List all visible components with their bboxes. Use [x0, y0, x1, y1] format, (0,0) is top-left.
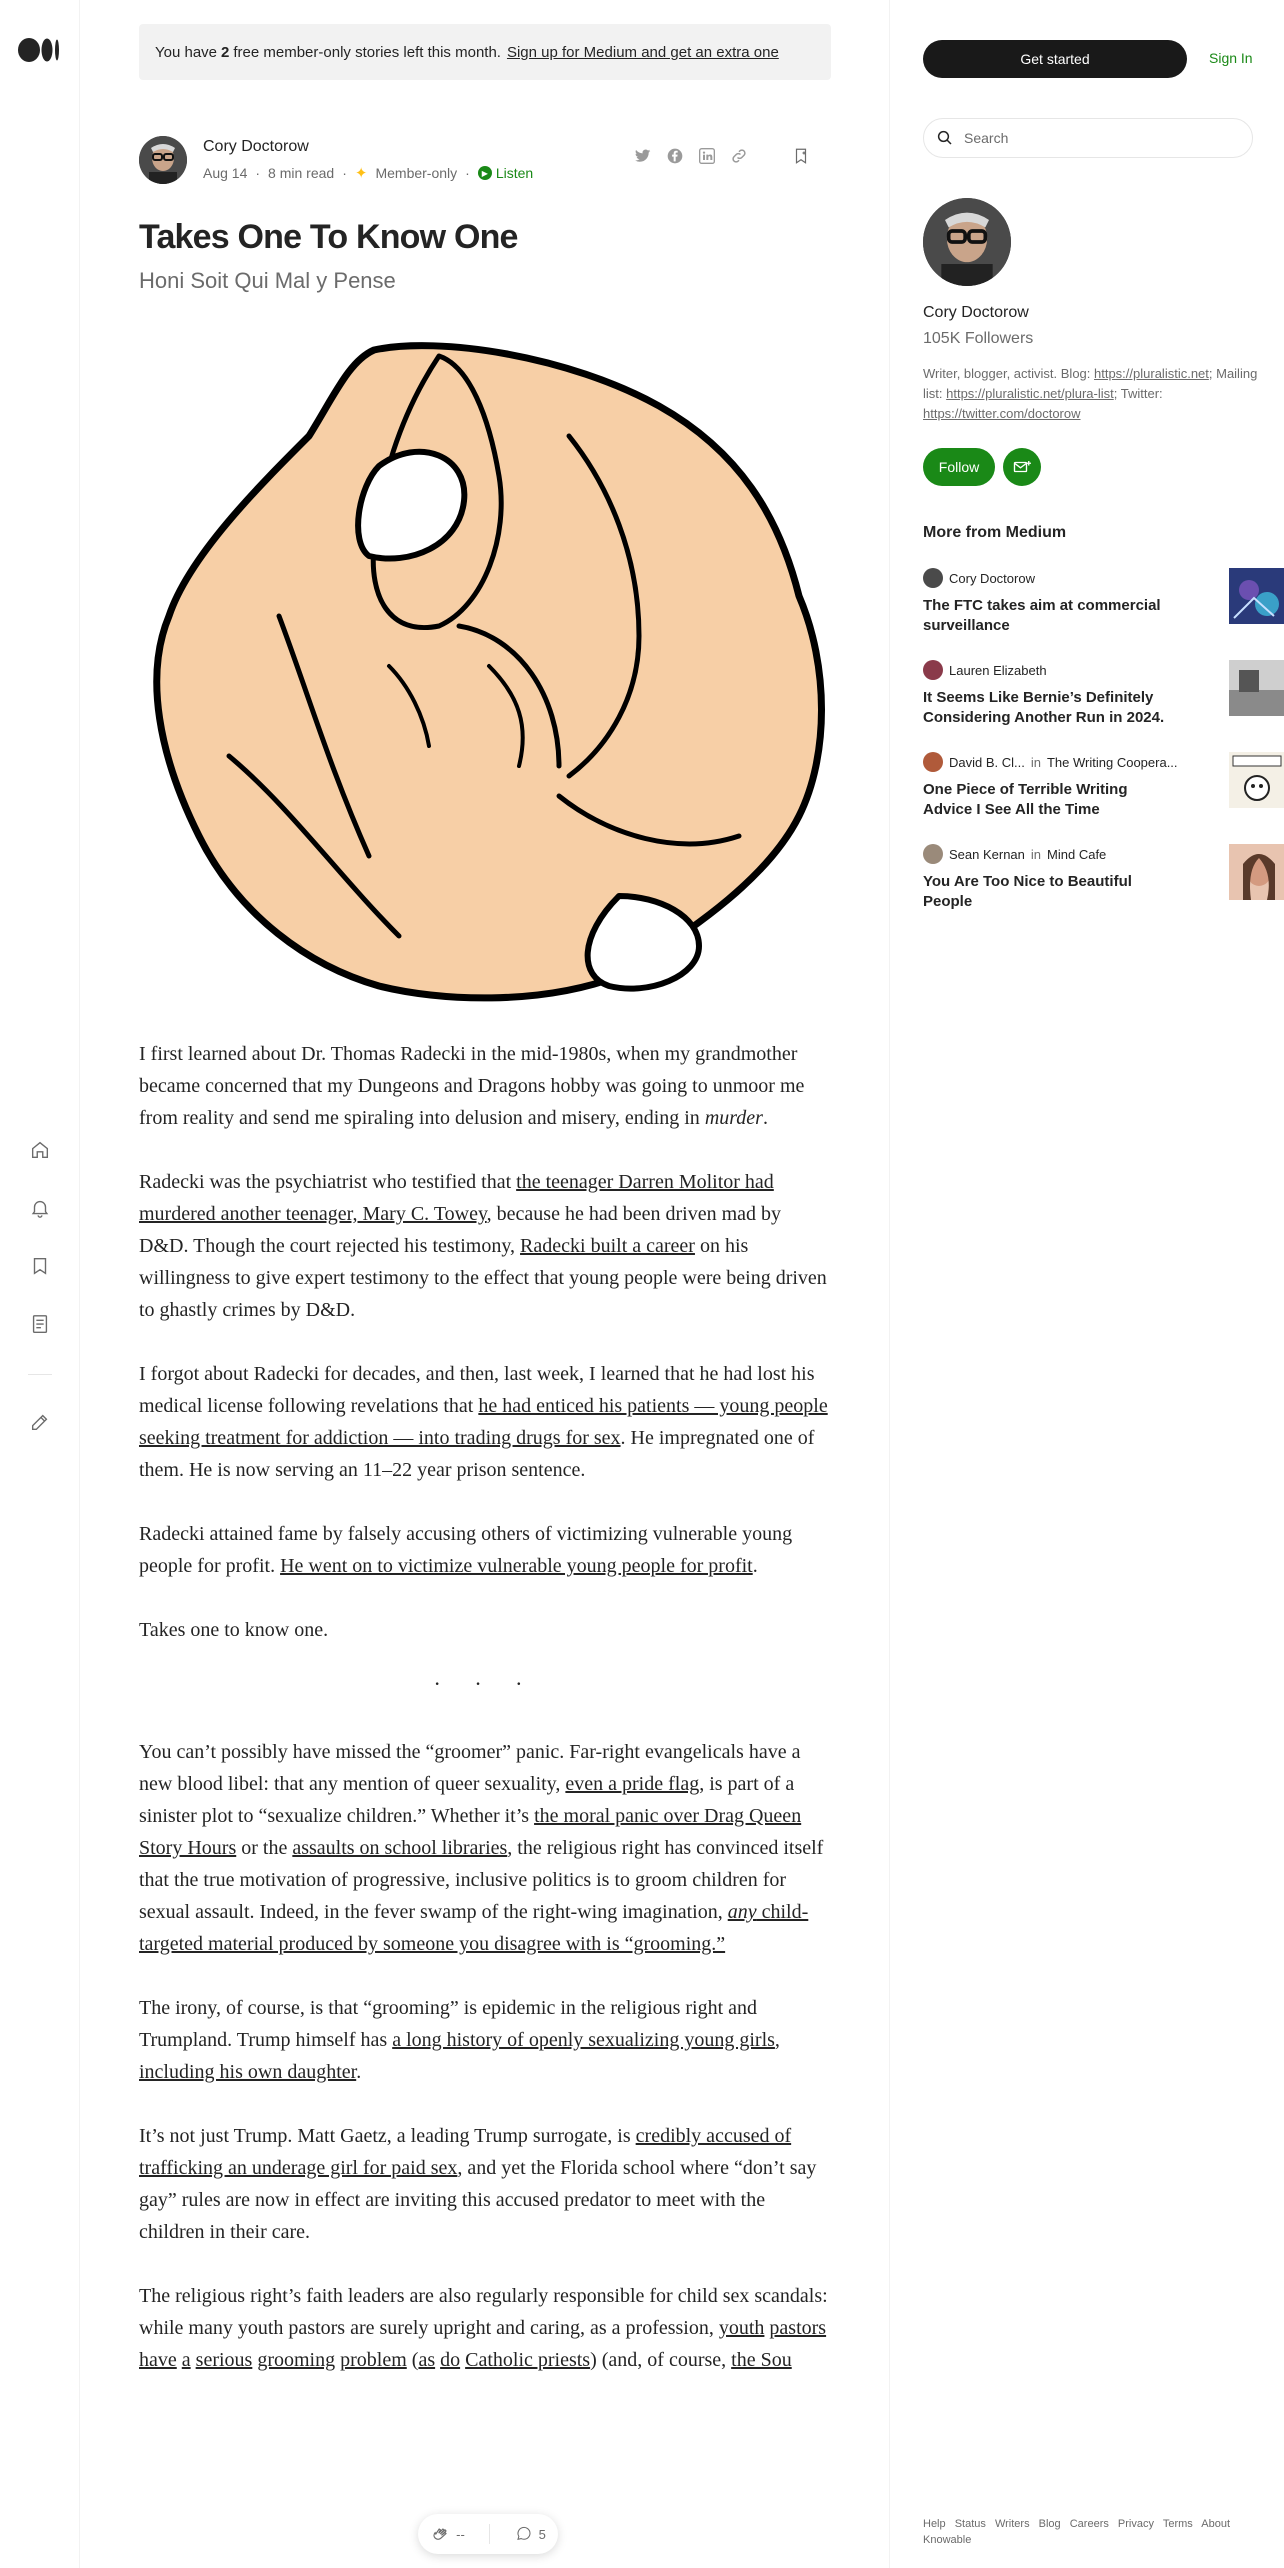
footer-link[interactable]: Blog [1038, 2518, 1061, 2530]
meta-separator: · [255, 165, 261, 181]
rec-publication: The Writing Coopera... [1046, 754, 1178, 770]
profile-avatar[interactable] [923, 198, 1011, 286]
text: ( [406, 2349, 419, 2371]
responses-button[interactable] [515, 2525, 546, 2543]
paragraph [139, 2280, 831, 2376]
inline-link[interactable]: Catholic priests [465, 2349, 591, 2371]
rec-author-avatar [923, 752, 943, 772]
copy-link-icon[interactable] [729, 146, 749, 166]
text: It’s not just Trump. Matt Gaetz, a leading Trump surrogate, is [139, 2125, 636, 2147]
footer-link[interactable]: Terms [1162, 2518, 1193, 2530]
rec-thumbnail [1229, 752, 1284, 808]
inline-link[interactable]: assaults on school libraries [292, 1837, 508, 1859]
stories-icon[interactable] [28, 1312, 52, 1336]
search-box [923, 118, 1253, 158]
emphasis: any [727, 1901, 757, 1923]
rec-byline [923, 752, 1178, 772]
text: You can’t possibly have missed the “groomer” panic. Far-right evangelicals have a new blood libel: that any mention of queer sexuality, [139, 1741, 801, 1795]
text: I forgot about Radecki for decades, and then, last week, I learned that he had lost his medical license following revelations that [139, 1363, 815, 1417]
text: , because he had been driven mad by D&D. Though the court rejected his testimony, [139, 1203, 781, 1257]
inline-link[interactable]: even a pride flag [565, 1773, 700, 1795]
rec-thumbnail [1229, 568, 1284, 624]
medium-logo-icon[interactable] [18, 38, 60, 62]
text: The irony, of course, is that “grooming” is epidemic in the religious right and Trumpland. Trump himself has [139, 1997, 757, 2051]
listen-label: Listen [495, 165, 534, 181]
text: . [752, 1555, 758, 1577]
rec-title: The FTC takes aim at commercial surveillance [923, 597, 1161, 634]
paragraph [139, 1358, 831, 1486]
text: . [356, 2061, 362, 2083]
inline-link[interactable]: as [418, 2349, 436, 2371]
rec-author: Sean Kernan [949, 846, 1025, 862]
comment-icon [515, 2525, 533, 2543]
rec-byline [923, 568, 1035, 588]
footer-link[interactable]: Writers [994, 2518, 1030, 2530]
responses-count: 5 [538, 2526, 546, 2542]
member-stories-banner [139, 24, 831, 80]
text: , the religious right has convinced itself that the true motivation of progressive, inclusive politics is to groom children for sexual assault. Indeed, in the fever swamp of the right-wing imagination, [139, 1837, 824, 1923]
search-icon [936, 129, 954, 147]
profile-name[interactable]: Cory Doctorow [923, 304, 1029, 321]
article-column [80, 0, 890, 2568]
text: , [774, 2029, 780, 2051]
article-body [139, 1038, 831, 2408]
recommended-story[interactable] [923, 568, 1253, 638]
rec-thumbnail [1229, 844, 1284, 900]
sign-in-link[interactable]: Sign In [1209, 50, 1253, 66]
rail-divider [28, 1374, 52, 1375]
inline-link[interactable]: grooming [257, 2349, 336, 2371]
inline-link[interactable]: He went on to victimize vulnerable young people for profit [280, 1555, 753, 1577]
publish-date: Aug 14 [203, 165, 248, 181]
text: Radecki attained fame by falsely accusing others of victimizing vulnerable young people for profit. [139, 1523, 793, 1577]
banner-count: 2 [221, 43, 230, 61]
listen-button[interactable] [478, 165, 533, 181]
notifications-icon[interactable] [28, 1196, 52, 1220]
text: ; Twitter: [1113, 386, 1163, 401]
inline-link[interactable]: a long history of openly sexualizing young girls [392, 2029, 775, 2051]
write-icon[interactable] [28, 1410, 52, 1434]
text: The religious right’s faith leaders are also regularly responsible for child sex scandals: while many youth pastors are surely upright and caring, as a profession, [139, 2285, 828, 2339]
rec-author: Lauren Elizabeth [949, 662, 1047, 678]
text: Radecki was the psychiatrist who testified that [139, 1171, 517, 1193]
play-icon: ▶ [478, 166, 492, 180]
clap-count: -- [456, 2526, 465, 2542]
meta-separator: · [342, 165, 347, 181]
rec-author-avatar [923, 568, 943, 588]
text: . He impregnated one of them. He is now serving an 11–22 year prison sentence. [139, 1427, 815, 1481]
clap-button[interactable] [430, 2524, 465, 2544]
inline-link[interactable]: have [139, 2349, 177, 2371]
paragraph [139, 1518, 831, 1582]
rec-author: David B. Cl... [949, 754, 1025, 770]
text: child-targeted material produced by someone you disagree with is “grooming.” [139, 1901, 809, 1955]
inline-link[interactable]: the Sou [731, 2349, 792, 2371]
inline-link[interactable]: serious [195, 2349, 253, 2371]
text: ) (and, of course, [590, 2349, 732, 2371]
clap-divider [489, 2524, 490, 2544]
rec-in: in [1030, 846, 1042, 862]
footer-link[interactable]: Knowable [923, 2534, 972, 2546]
rec-publication: Mind Cafe [1047, 846, 1107, 862]
rec-author: Cory Doctorow [949, 570, 1035, 586]
paragraph [139, 1166, 831, 1326]
author-name[interactable]: Cory Doctorow [203, 138, 309, 155]
rec-thumbnail [1229, 660, 1284, 716]
author-avatar[interactable] [139, 136, 187, 184]
paragraph [139, 1736, 831, 1960]
lists-icon[interactable] [28, 1254, 52, 1278]
member-star-icon: ✦ [354, 165, 368, 182]
rec-title: It Seems Like Bernie’s Definitely Considering Another Run in 2024. [923, 689, 1165, 726]
profile-followers[interactable]: 105K Followers [923, 330, 1034, 347]
linkedin-share-icon[interactable] [697, 146, 717, 166]
inline-link[interactable]: a [181, 2349, 191, 2371]
inline-link[interactable]: including his own daughter [139, 2061, 357, 2083]
rec-in: in [1030, 754, 1041, 770]
left-rail [0, 0, 80, 2568]
paragraph [139, 1038, 831, 1134]
text: on his willingness to give expert testimony to the effect that young people were being driven to ghastly crimes by D&D. [139, 1235, 827, 1321]
recommended-story[interactable] [923, 844, 1253, 914]
read-time: 8 min read [268, 165, 335, 181]
paragraph [139, 2120, 831, 2248]
inline-link[interactable]: youth [718, 2317, 765, 2339]
clap-response-bar [418, 2514, 558, 2554]
more-from-medium-heading: More from Medium [923, 524, 1067, 541]
article-subtitle: Honi Soit Qui Mal y Pense [139, 268, 396, 293]
facebook-share-icon[interactable] [665, 146, 685, 166]
inline-link[interactable]: credibly accused of trafficking an underage girl for paid sex [139, 2125, 792, 2179]
twitter-share-icon[interactable] [633, 146, 653, 166]
recommended-story[interactable] [923, 660, 1253, 730]
mail-plus-icon [1013, 459, 1031, 475]
inline-link[interactable]: he had enticed his patients — young people seeking treatment for addiction — into trading drugs for sex [139, 1395, 828, 1449]
text: I first learned about Dr. Thomas Radecki in the mid-1980s, when my grandmother became concerned that my Dungeons and Dragons hobby was going to unmoor me from reality and send me spiraling into delusion and misery, ending in [139, 1043, 805, 1129]
clap-icon [430, 2524, 450, 2544]
bookmark-icon[interactable] [791, 146, 811, 166]
footer-link[interactable]: Privacy [1117, 2518, 1154, 2530]
banner-text-post: free member-only stories left this month. [233, 43, 501, 61]
signup-extra-link[interactable]: Sign up for Medium and get an extra one [506, 43, 779, 61]
home-icon[interactable] [28, 1138, 52, 1162]
footer-link[interactable]: Status [954, 2518, 986, 2530]
emphasis: murder [704, 1107, 763, 1129]
section-separator: · · · [433, 1671, 537, 1696]
inline-link[interactable]: problem [340, 2349, 407, 2371]
footer-link[interactable]: About [1201, 2518, 1230, 2530]
bio-link[interactable]: https://pluralistic.net/plura-list [946, 386, 1114, 401]
footer-links [923, 2516, 1263, 2548]
author-row [139, 134, 831, 184]
inline-link[interactable]: do [440, 2349, 461, 2371]
text: or the [236, 1837, 293, 1859]
subscribe-email-button[interactable] [1003, 448, 1041, 486]
inline-link[interactable]: pastors [769, 2317, 827, 2339]
paragraph [139, 1992, 831, 2088]
text: , and yet the Florida school where “don’t say gay” rules are now in effect are inviting this accused predator to meet with the children in their care. [139, 2157, 817, 2243]
banner-text-pre: You have [155, 43, 218, 61]
rec-title: You Are Too Nice to Beautiful People [923, 873, 1132, 910]
profile-bio [923, 364, 1263, 424]
footer-link[interactable]: Help [923, 2518, 946, 2530]
text: ; Mailing list: [923, 366, 1258, 401]
rec-byline [923, 660, 1047, 680]
paragraph: Takes one to know one. [139, 1619, 329, 1641]
member-only-label: Member-only [375, 165, 458, 181]
article-meta [203, 164, 533, 182]
get-started-button[interactable]: Get started [923, 40, 1187, 78]
pointing-finger-illustration [139, 336, 831, 1006]
follow-button[interactable]: Follow [923, 448, 995, 486]
rec-byline [923, 844, 1106, 864]
rec-author-avatar [923, 844, 943, 864]
article-title: Takes One To Know One [139, 218, 518, 256]
bio-link[interactable]: https://pluralistic.net [1094, 366, 1209, 381]
inline-link[interactable]: the teenager Darren Molitor had murdered another teenager, Mary C. Towey [139, 1171, 774, 1225]
search-input[interactable] [964, 130, 1234, 146]
footer-link[interactable]: Careers [1069, 2518, 1109, 2530]
text: , is part of a sinister plot to “sexualize children.” Whether it’s [139, 1773, 795, 1827]
recommended-story[interactable] [923, 752, 1253, 822]
inline-link[interactable]: the moral panic over Drag Queen Story Hours [139, 1805, 802, 1859]
text: . [762, 1107, 768, 1129]
meta-separator: · [465, 165, 470, 181]
right-sidebar [890, 0, 1284, 2568]
bio-link[interactable]: https://twitter.com/doctorow [923, 406, 1081, 421]
rec-title: One Piece of Terrible Writing Advice I See All the Time [923, 781, 1128, 818]
inline-link[interactable]: Radecki built a career [520, 1235, 695, 1257]
rec-author-avatar [923, 660, 943, 680]
text: Writer, blogger, activist. Blog: [923, 366, 1094, 381]
